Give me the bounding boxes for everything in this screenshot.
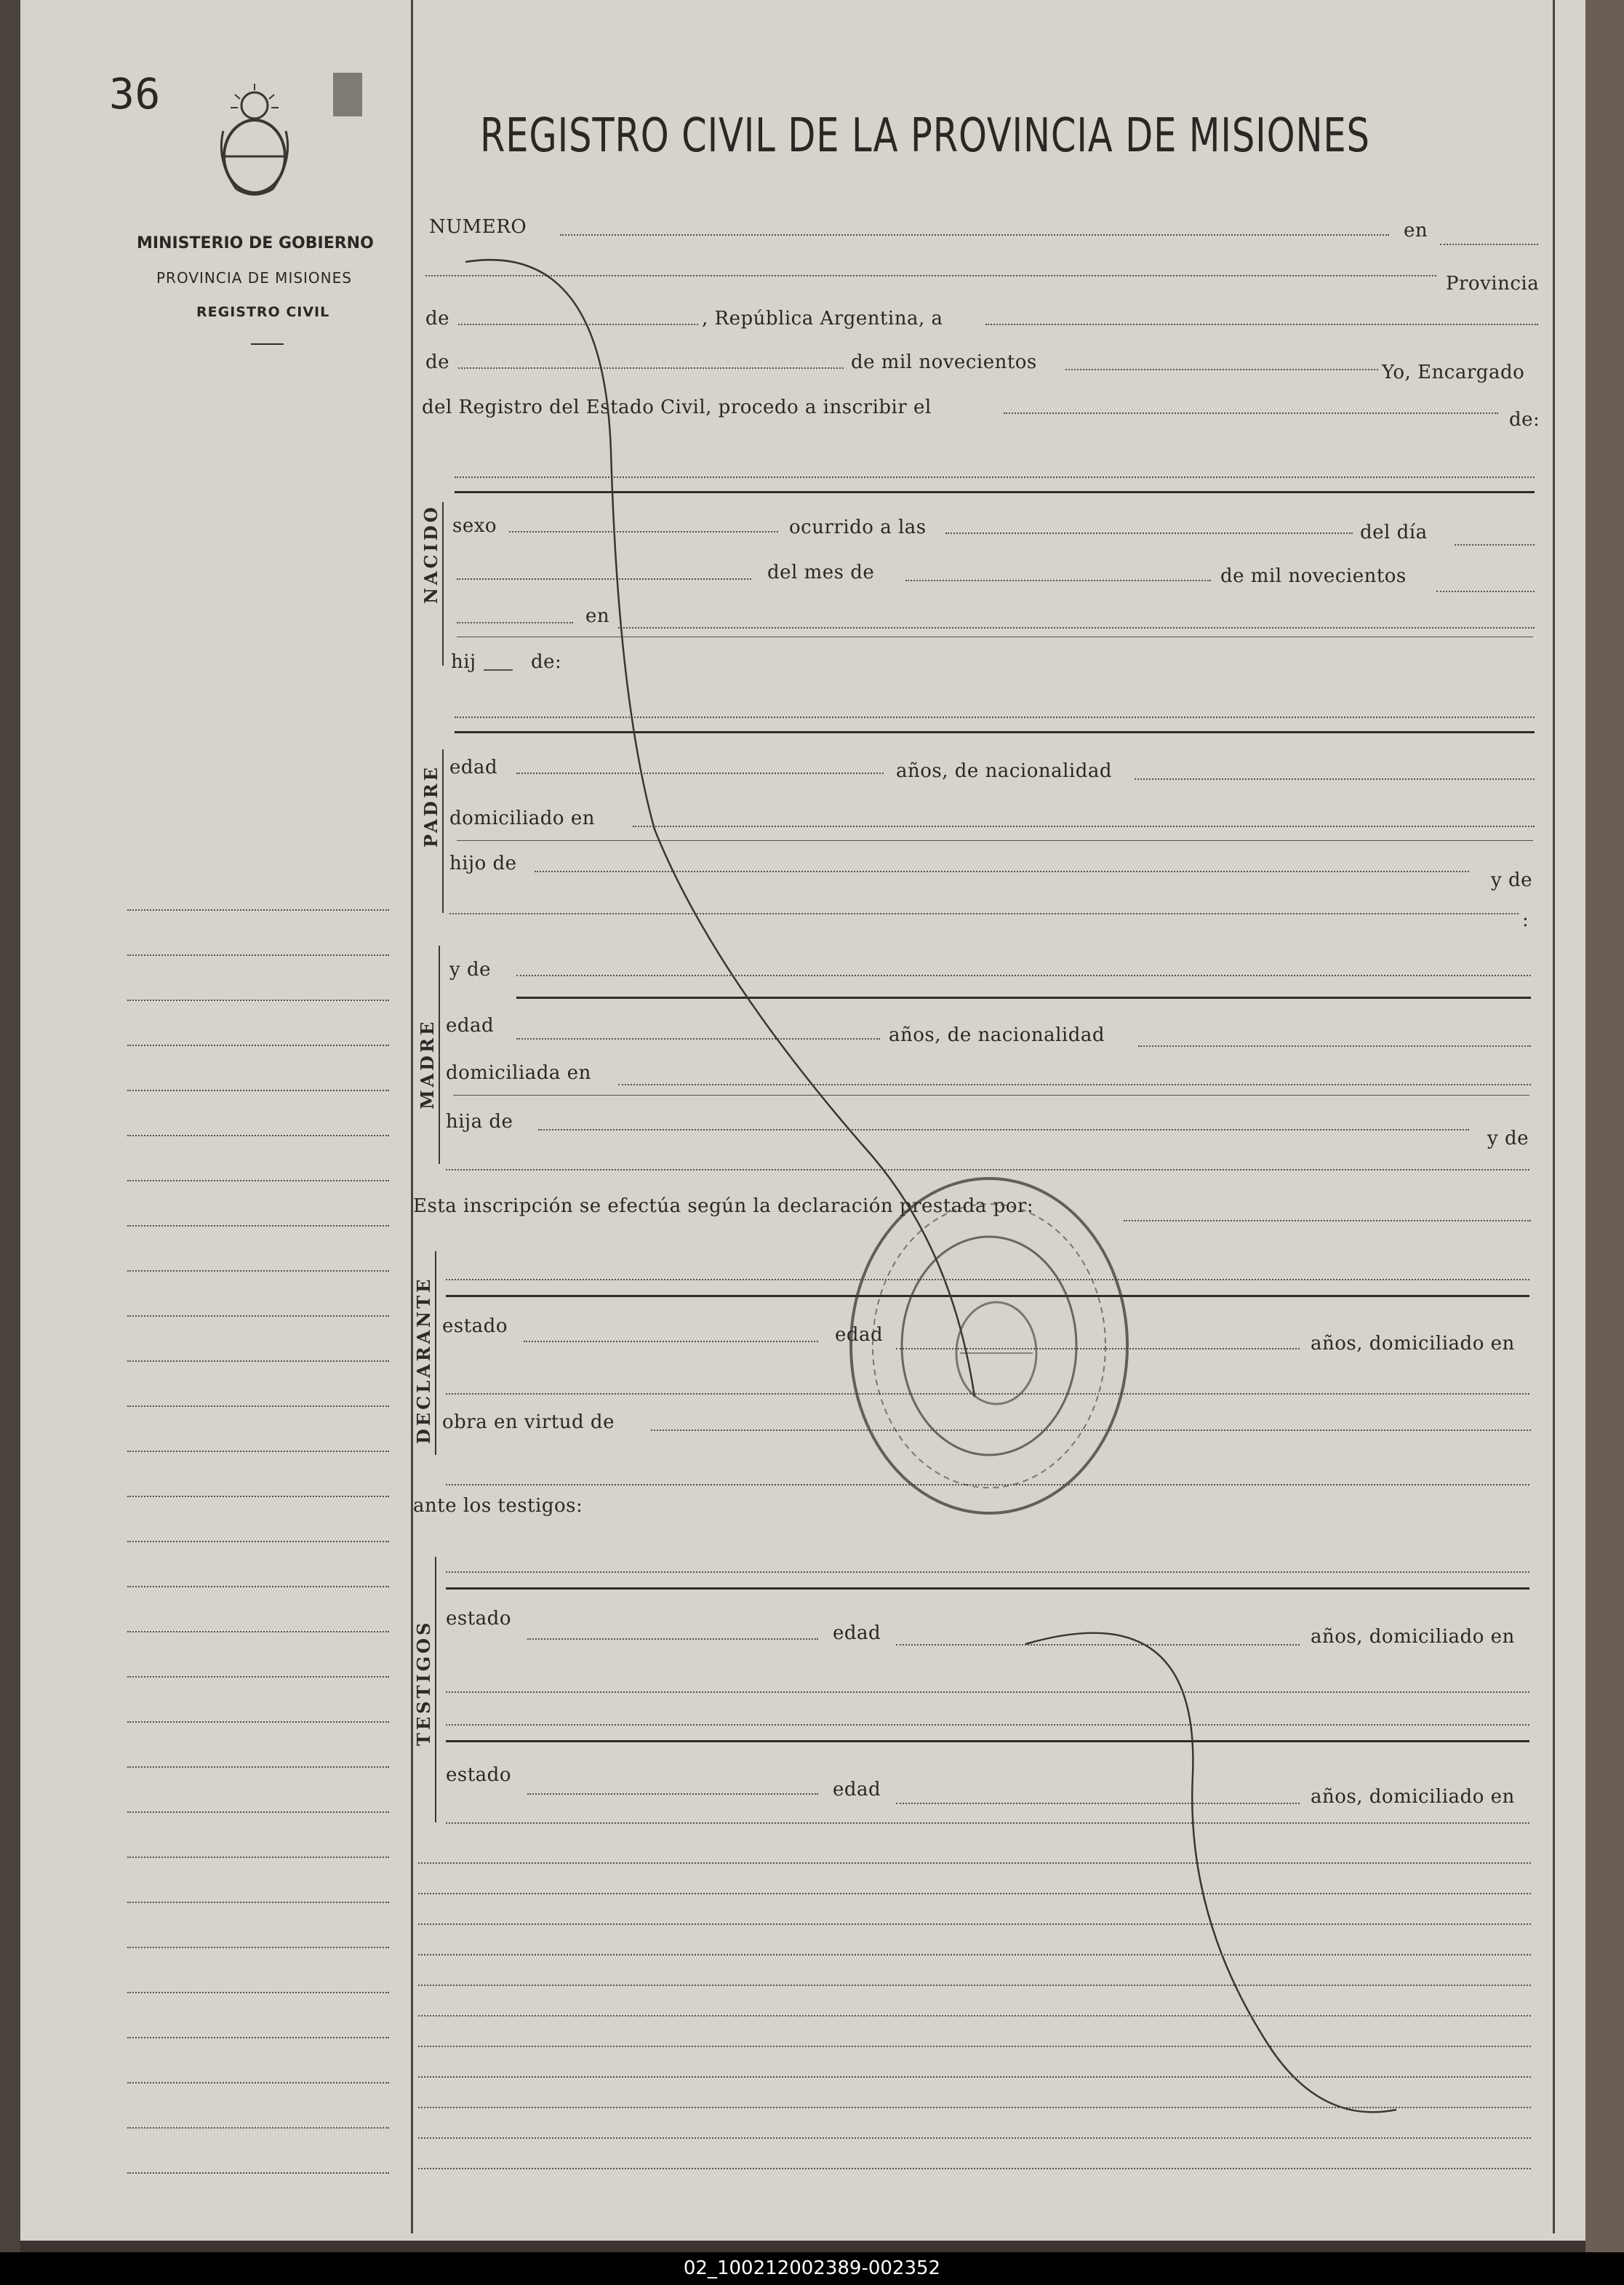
nacido-side-label: NACIDO [420,504,441,604]
margin-line[interactable] [127,2037,389,2038]
image-caption: 02_100212002389-002352 [0,2252,1624,2285]
testigos-side-label: TESTIGOS [413,1619,434,1746]
declarante-obra-label: obra en virtud de [442,1411,615,1433]
padre-y-de-label: y de [1491,869,1532,891]
ante-label: ante los testigos: [413,1495,583,1517]
coat-of-arms-icon [215,80,295,204]
header-dash [251,343,284,345]
paper-right-edge [1585,0,1624,2252]
declarante-estado-label: estado [442,1315,508,1337]
del-mes-label: del mes de [767,562,875,583]
paper-left-edge [0,0,20,2252]
en-label-nacido: en [585,605,610,627]
numero-label: NUMERO [429,216,527,238]
margin-line[interactable] [127,1857,389,1858]
margin-line[interactable] [127,1811,389,1813]
ministry-label: MINISTERIO DE GOBIERNO [137,234,374,252]
margin-line[interactable] [127,1045,389,1046]
declarante-edad-label: edad [835,1324,884,1346]
padre-hijo-label: hijo de [449,853,517,874]
notes-line[interactable] [418,2076,1531,2078]
testigo2-edad-label: edad [833,1779,881,1801]
margin-line[interactable] [127,1496,389,1497]
page-number: 36 [109,69,161,119]
madre-domicilio-label: domiciliada en [446,1062,591,1084]
testigo1-edad-label: edad [833,1622,881,1644]
del-registro-label: del Registro del Estado Civil, procedo a inscribir el [422,396,932,418]
margin-line[interactable] [127,954,389,956]
madre-y-de-label: y de [449,959,491,981]
notes-line[interactable] [418,1862,1531,1864]
padre-anos-label: años, de nacionalidad [896,760,1113,782]
sexo-label: sexo [452,515,497,537]
en-field[interactable] [1440,244,1538,245]
padre-colon: : [1522,909,1529,931]
madre-hija-label: hija de [446,1111,513,1133]
margin-line[interactable] [127,1135,389,1136]
right-border [1553,0,1555,2233]
margin-line[interactable] [127,2082,389,2083]
mil-novecientos-label: de mil novecientos [851,351,1037,373]
del-dia-label: del día [1360,522,1428,543]
padre-side-label: PADRE [420,765,441,848]
testigo1-anos-label: años, domiciliado en [1311,1626,1515,1648]
margin-line[interactable] [127,1902,389,1903]
margin-line[interactable] [127,1721,389,1723]
province-label: PROVINCIA DE MISIONES [156,269,352,287]
notes-line[interactable] [418,2137,1531,2139]
numero-field[interactable] [560,234,1389,236]
margin-line[interactable] [127,1766,389,1768]
margin-line[interactable] [127,1631,389,1632]
mil-label-nacido: de mil novecientos [1220,565,1407,587]
testigo2-anos-label: años, domiciliado en [1311,1786,1515,1808]
testigo2-estado-label: estado [446,1764,511,1786]
margin-line[interactable] [127,909,389,911]
margin-divider [411,0,413,2233]
notes-line[interactable] [418,2107,1531,2108]
padre-edad-label: edad [449,757,498,778]
margin-line[interactable] [127,1270,389,1272]
provincia-label: Provincia [1446,273,1540,295]
margin-line[interactable] [127,1541,389,1542]
declarante-anos-label: años, domiciliado en [1311,1333,1515,1355]
notes-line[interactable] [418,1893,1531,1894]
hij-de-label: de: [531,651,562,673]
declaracion-label: Esta inscripción se efectúa según la declaración prestada por: [413,1195,1034,1217]
margin-line[interactable] [127,1315,389,1317]
madre-side-label: MADRE [417,1018,438,1109]
madre-anos-label: años, de nacionalidad [889,1024,1105,1046]
page-title: REGISTRO CIVIL DE LA PROVINCIA DE MISIONES [480,109,1370,163]
notes-line[interactable] [418,1985,1531,1986]
margin-line[interactable] [127,1360,389,1362]
margin-line[interactable] [127,1225,389,1227]
ocurrido-label: ocurrido a las [789,517,927,538]
testigo1-estado-label: estado [446,1608,511,1630]
margin-line[interactable] [127,1586,389,1587]
de-label-1: de [425,308,450,330]
notes-line[interactable] [418,1923,1531,1925]
republica-label: , República Argentina, a [702,308,943,330]
margin-line[interactable] [127,1000,389,1001]
notes-line[interactable] [418,2015,1531,2017]
corner-mark-icon [326,69,369,127]
margin-line[interactable] [127,1405,389,1407]
dia-field[interactable] [1455,544,1535,546]
madre-y-de-end-label: y de [1487,1128,1529,1149]
padre-domicilio-label: domiciliado en [449,807,595,829]
notes-line[interactable] [418,1954,1531,1955]
margin-line[interactable] [127,1676,389,1678]
notes-line[interactable] [418,2168,1531,2169]
office-label: REGISTRO CIVIL [196,304,330,320]
de-label-2: de [425,351,450,373]
notes-line[interactable] [418,2046,1531,2047]
margin-line[interactable] [127,1992,389,1993]
margin-line[interactable] [127,1451,389,1452]
margin-line[interactable] [127,1947,389,1948]
margin-line[interactable] [127,2127,389,2129]
margin-line[interactable] [127,2172,389,2174]
margin-line[interactable] [127,1180,389,1181]
margin-line[interactable] [127,1090,389,1091]
hij-label: hij [451,651,476,673]
en-label: en [1404,220,1428,242]
de-colon-label: de: [1509,409,1540,431]
encargado-label: Yo, Encargado [1382,362,1525,383]
madre-edad-label: edad [446,1015,495,1037]
cancellation-stroke [436,247,1455,2139]
declarante-side-label: DECLARANTE [413,1276,434,1444]
